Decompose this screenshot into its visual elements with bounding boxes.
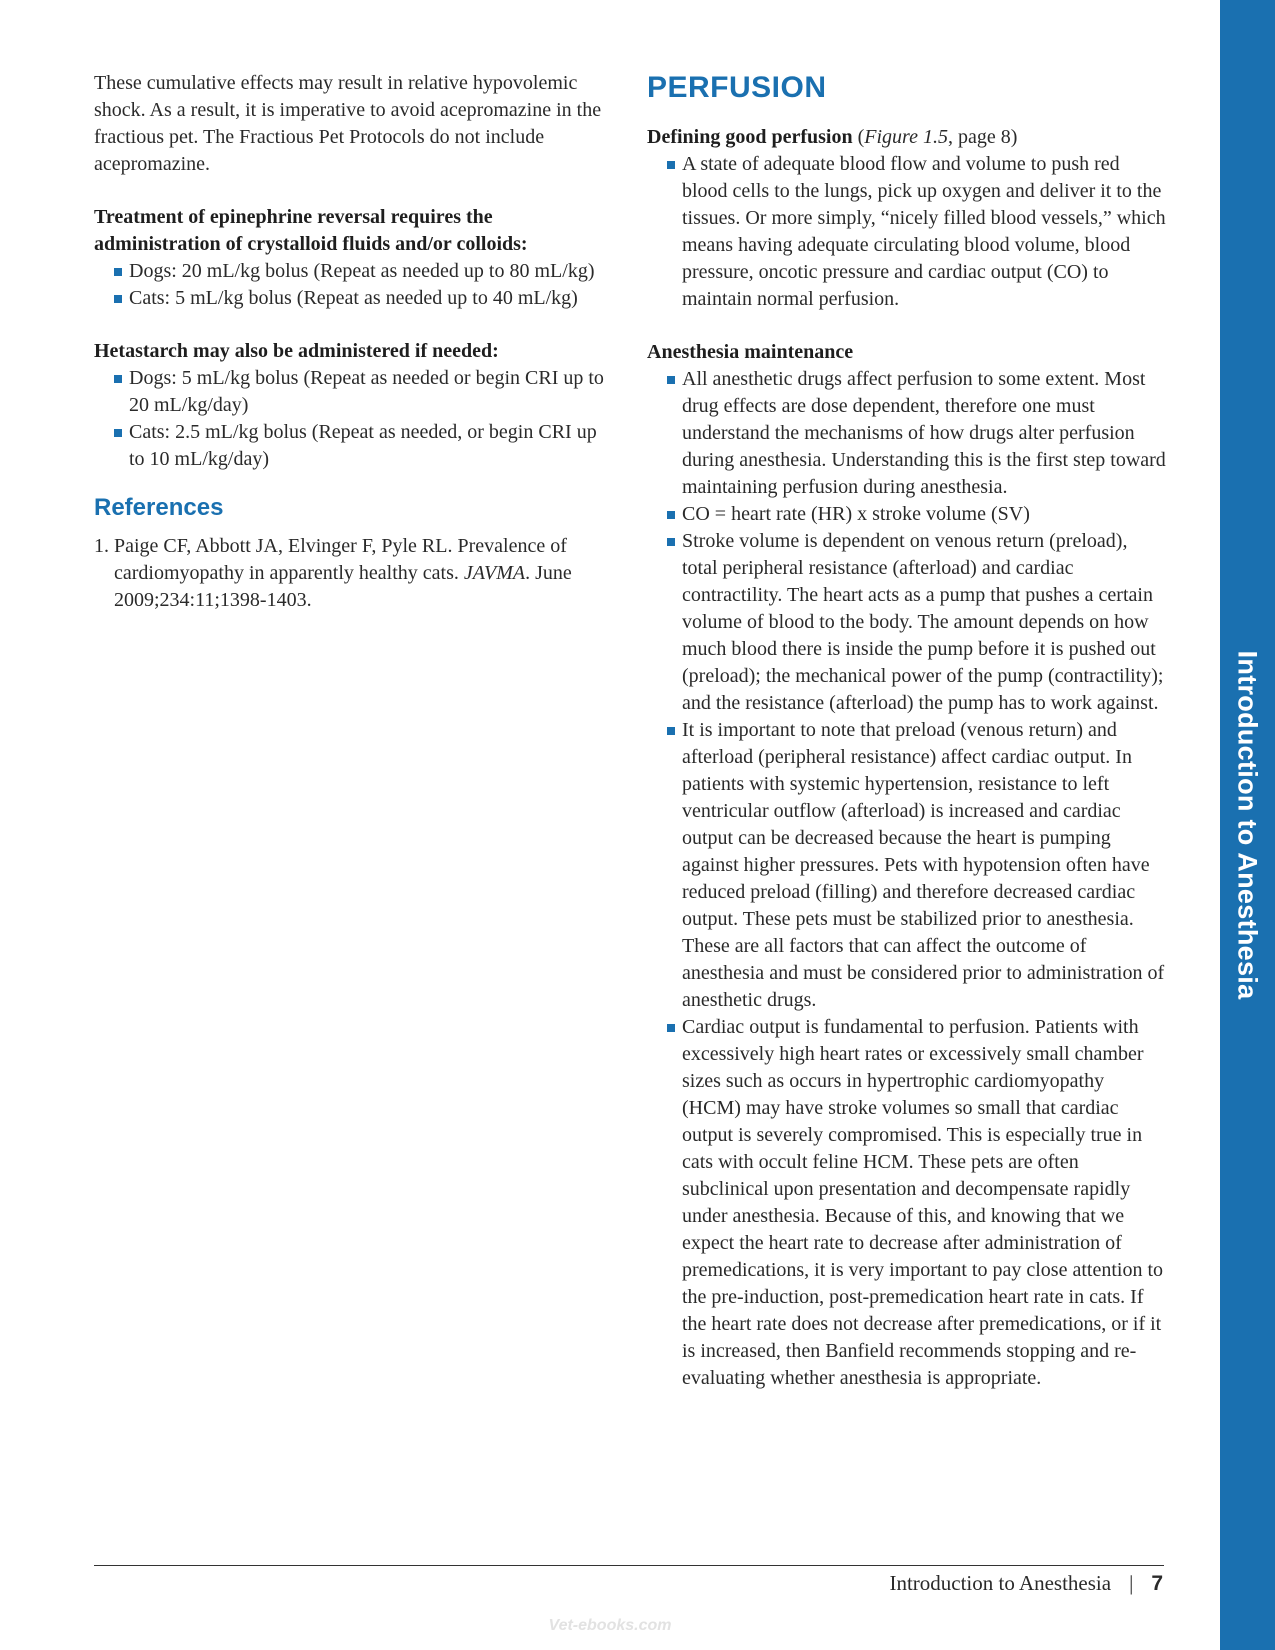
bullet-square-icon <box>114 268 122 276</box>
bullet-square-icon <box>667 376 675 384</box>
references-list <box>94 533 614 614</box>
hetastarch-heading: Hetastarch may also be administered if needed: <box>94 340 499 362</box>
footer-section-title: Introduction to Anesthesia <box>889 1571 1112 1595</box>
hetastarch-list <box>94 365 614 473</box>
defining-heading-line: Defining good perfusion (Figure 1.5, page 8) <box>647 126 1018 148</box>
right-column <box>647 70 1167 1392</box>
footer-separator: | <box>1129 1571 1134 1595</box>
list-item: Cats: 2.5 mL/kg bolus (Repeat as needed, or begin CRI up to 10 mL/kg/day) <box>94 419 614 473</box>
bullet-square-icon <box>667 538 675 546</box>
reference-details: . June 2009;234:11;1398-1403. <box>114 562 572 611</box>
left-column <box>94 70 614 614</box>
bullet-square-icon <box>114 375 122 383</box>
bullet-square-icon <box>667 1024 675 1032</box>
list-item: A state of adequate blood flow and volume to push red blood cells to the lungs, pick up oxygen and deliver it to the tissues. Or more simply, “nicely filled blood vessels,” which means having adequate circulating blood volume, blood pressure, oncotic pressure and cardiac output (CO) to maintain normal perfusion. <box>647 151 1167 313</box>
defining-list <box>647 151 1167 313</box>
bullet-square-icon <box>114 429 122 437</box>
section-title: PERFUSION <box>647 71 827 104</box>
list-item: Cats: 5 mL/kg bolus (Repeat as needed up to 40 mL/kg) <box>94 285 614 312</box>
defining-heading: Defining good perfusion <box>647 126 853 148</box>
list-item: Stroke volume is dependent on venous return (preload), total peripheral resistance (afterload) and cardiac contractility. The heart acts as a pump that pushes a certain volume of blood to the body. The amount depends on how much blood there is inside the pump before it is pushed out (preload); the mechanical power of the pump (contractility); and the resistance (afterload) the pump has to work against. <box>647 528 1167 717</box>
reference-item <box>94 533 614 614</box>
footer-divider <box>94 1565 1164 1566</box>
bullet-square-icon <box>667 727 675 735</box>
list-item: It is important to note that preload (venous return) and afterload (peripheral resistance) affect cardiac output. In patients with systemic hypertension, resistance to left ventricular outflow (afterload) is increased and cardiac output can be decreased because the heart is pumping against higher pressures. Pets with hypotension often have reduced preload (filling) and therefore decreased cardiac output. These pets must be stabilized prior to anesthesia. These are all factors that can affect the outcome of anesthesia and must be considered prior to administration of anesthetic drugs. <box>647 717 1167 1014</box>
list-item: CO = heart rate (HR) x stroke volume (SV) <box>647 501 1167 528</box>
treatment-heading: Treatment of epinephrine reversal requires the administration of crystalloid fluids and/or colloids: <box>94 206 528 255</box>
reference-journal: JAVMA <box>463 562 526 584</box>
maintenance-list <box>647 366 1167 1392</box>
figure-reference: Figure 1.5 <box>864 126 948 148</box>
reference-text: Paige CF, Abbott JA, Elvinger F, Pyle RL. Prevalence of cardiomyopathy in apparently healthy cats. <box>114 535 567 584</box>
references-heading: References <box>94 494 224 521</box>
list-item: Dogs: 5 mL/kg bolus (Repeat as needed or begin CRI up to 20 mL/kg/day) <box>94 365 614 419</box>
bullet-square-icon <box>114 295 122 303</box>
list-item: Cardiac output is fundamental to perfusion. Patients with excessively high heart rates or excessively small chamber sizes such as occurs in hypertrophic cardiomyopathy (HCM) may have stroke volumes so small that cardiac output is severely compromised. This is especially true in cats with occult feline HCM. These pets are often subclinical upon presentation and decompensate rapidly under anesthesia. Because of this, and knowing that we expect the heart rate to decrease after administration of premedications, it is very important to pay close attention to the pre-induction, post-premedication heart rate in cats. If the heart rate does not decrease after premedications, or if it is increased, then Banfield recommends stopping and re-evaluating whether anesthesia is appropriate. <box>647 1014 1167 1392</box>
maintenance-heading: Anesthesia maintenance <box>647 341 854 363</box>
list-item: Dogs: 20 mL/kg bolus (Repeat as needed up to 80 mL/kg) <box>94 258 614 285</box>
treatment-list <box>94 258 614 312</box>
bullet-square-icon <box>667 511 675 519</box>
page-footer <box>889 1571 1163 1596</box>
watermark-logo: Vet-ebooks.com <box>548 1617 672 1634</box>
page-number: 7 <box>1151 1571 1163 1595</box>
chapter-sidebar-label: Introduction to Anesthesia <box>1232 650 1263 1000</box>
bullet-square-icon <box>667 161 675 169</box>
intro-paragraph: These cumulative effects may result in relative hypovolemic shock. As a result, it is imperative to avoid acepromazine in the fractious pet. The Fractious Pet Protocols do not include acepromazine. <box>94 72 602 175</box>
list-item: All anesthetic drugs affect perfusion to some extent. Most drug effects are dose dependent, therefore one must understand the mechanisms of how drugs alter perfusion during anesthesia. Understanding this is the first step toward maintaining perfusion during anesthesia. <box>647 366 1167 501</box>
reference-number: 1. <box>94 535 109 557</box>
